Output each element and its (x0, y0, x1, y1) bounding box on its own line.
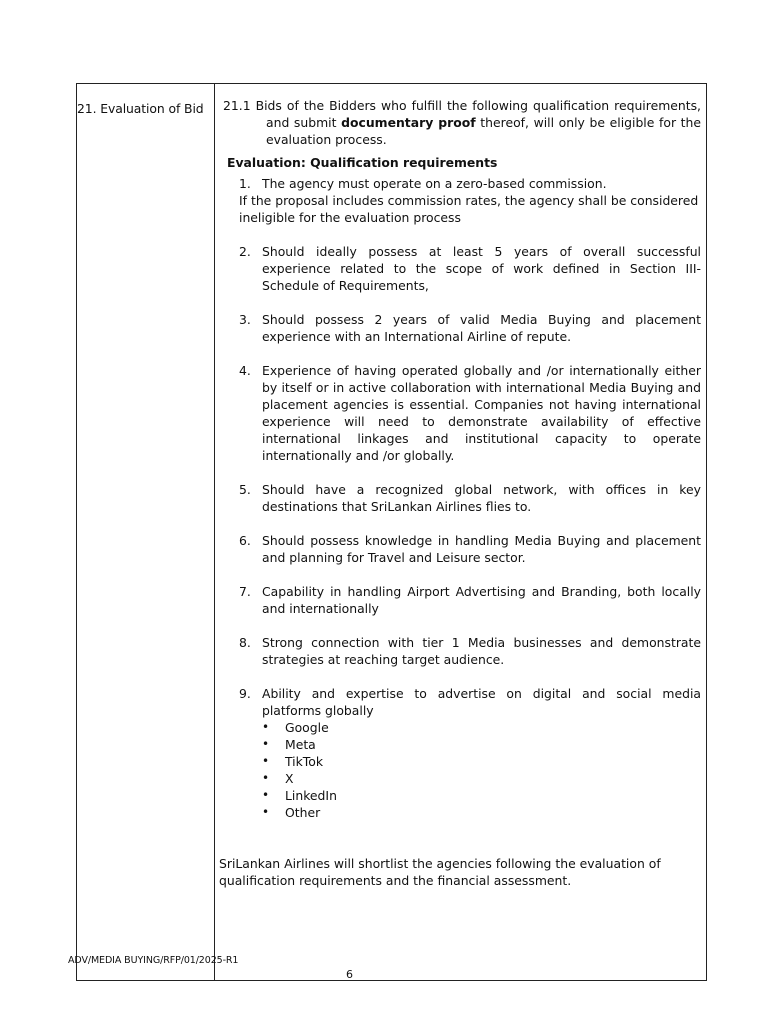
requirements-list (223, 175, 701, 821)
bullet-icon: • (262, 771, 270, 785)
closing-paragraph: SriLankan Airlines will shortlist the agencies following the evaluation of qualification requirements and the financial assessment. (219, 856, 661, 888)
platform-item: • TikTok (262, 754, 324, 769)
documentary-proof-emphasis: documentary proof (341, 115, 476, 130)
bullet-icon: • (262, 788, 270, 802)
requirement-item: 8. Strong connection with tier 1 Media businesses and demonstrate strategies at reaching target audience. (239, 635, 701, 667)
intro-paragraph: 21.1 Bids of the Bidders who fulfill the following qualification requirements, and submit documentary proof thereof, will only be eligible for the evaluation process. (223, 98, 701, 147)
section-label: 21. Evaluation of Bid (77, 101, 204, 116)
platform-item: • LinkedIn (262, 788, 337, 803)
requirement-item: 4. Experience of having operated globally and /or internationally either by itself or in active collaboration with international Media Buying and placement agencies is essential. Companies not having international experience will need to demonstrate availability of effective international linkages and institutional capacity to operate internationally and /or globally. (239, 363, 701, 463)
platform-item: • Meta (262, 737, 316, 752)
bullet-icon: • (262, 737, 270, 751)
requirement-item: 2. Should ideally possess at least 5 years of overall successful experience related to the scope of work defined in Section III-Schedule of Requirements, (239, 244, 701, 293)
bullet-icon: • (262, 720, 270, 734)
bullet-icon: • (262, 754, 270, 768)
requirement-item: 5. Should have a recognized global network, with offices in key destinations that SriLankan Airlines flies to. (239, 482, 701, 514)
intro-number: 21.1 (223, 98, 251, 113)
requirement-item: 3. Should possess 2 years of valid Media Buying and placement experience with an International Airline of repute. (239, 312, 701, 344)
page-number: 6 (346, 968, 353, 981)
column-divider (214, 84, 215, 980)
evaluation-heading: Evaluation: Qualification requirements (227, 155, 498, 170)
requirement-item: 7. Capability in handling Airport Advertising and Branding, both locally and internationally (239, 584, 701, 616)
requirement-item: 6. Should possess knowledge in handling Media Buying and placement and planning for Travel and Leisure sector. (239, 533, 701, 565)
requirement-note: If the proposal includes commission rates, the agency shall be considered ineligible for the evaluation process (239, 193, 699, 225)
bullet-icon: • (262, 805, 270, 819)
platform-list (262, 719, 701, 821)
platform-item: • Other (262, 805, 321, 820)
platform-item: • X (262, 771, 294, 786)
document-reference: ADV/MEDIA BUYING/RFP/01/2025-R1 (68, 955, 239, 966)
requirement-item: 9. Ability and expertise to advertise on digital and social media platforms globally • Google • Meta • TikTok • X • LinkedIn • Other (239, 686, 701, 820)
section-content (219, 97, 701, 889)
requirement-item: 1. The agency must operate on a zero-based commission. (239, 176, 607, 191)
evaluation-table (76, 83, 707, 981)
platform-item: • Google (262, 720, 329, 735)
